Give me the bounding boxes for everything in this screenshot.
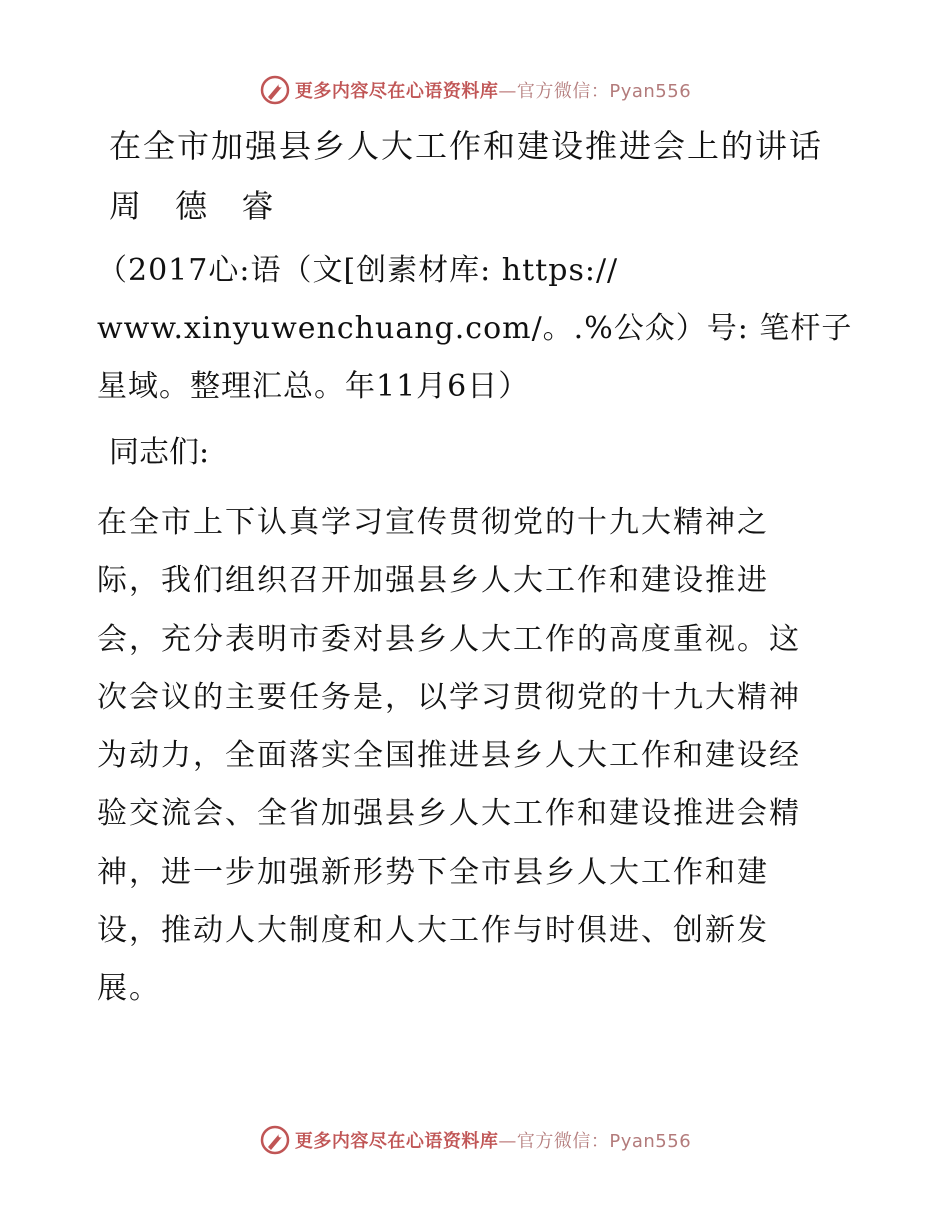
meta-line: （2017心:语（文[创素材库: https:// <box>97 253 619 288</box>
document-body <box>97 118 857 1019</box>
watermark-separator: — <box>498 1131 517 1152</box>
greeting: 同志们: <box>109 435 210 470</box>
watermark-main: 更多内容尽在心语资料库 <box>294 1131 499 1152</box>
paragraph-line: 神，进一步加强新形势下全市县乡人大工作和建 <box>97 854 769 890</box>
paragraph-line: 验交流会、全省加强县乡人大工作和建设推进会精 <box>97 796 801 832</box>
watermark-main: 更多内容尽在心语资料库 <box>294 81 499 102</box>
watermark-label: 官方微信： <box>516 81 610 102</box>
paragraph-line: 为动力，全面落实全国推进县乡人大工作和建设经 <box>97 738 801 774</box>
watermark-text <box>295 77 691 103</box>
header-watermark <box>0 72 950 108</box>
meta-line: www.xinyuwenchuang.com/。.%公众）号: 笔杆子 <box>97 311 853 346</box>
meta-line: 星域。整理汇总。年11月6日） <box>97 369 530 404</box>
paragraph-line: 展。 <box>97 971 161 1007</box>
paragraph-line: 设，推动人大制度和人大工作与时俱进、创新发 <box>97 913 769 949</box>
watermark-separator: — <box>498 81 517 102</box>
paragraph-line: 会，充分表明市委对县乡人大工作的高度重视。这 <box>97 621 801 657</box>
paragraph-line: 在全市上下认真学习宣传贯彻党的十九大精神之 <box>97 505 769 540</box>
footer-watermark <box>0 1122 950 1158</box>
document-title: 在全市加强县乡人大工作和建设推进会上的讲话 <box>109 127 824 165</box>
watermark-text <box>295 1127 691 1153</box>
paragraph-line: 际，我们组织召开加强县乡人大工作和建设推进 <box>97 563 769 599</box>
document-meta <box>97 242 857 416</box>
watermark-account: Pyan556 <box>609 1131 692 1152</box>
document-author: 周 德 睿 <box>109 187 286 225</box>
body-paragraph <box>97 494 857 1019</box>
pen-logo-icon <box>259 1124 291 1156</box>
watermark-account: Pyan556 <box>609 81 692 102</box>
watermark-label: 官方微信： <box>516 1131 610 1152</box>
pen-logo-icon <box>259 74 291 106</box>
paragraph-line: 次会议的主要任务是，以学习贯彻党的十九大精神 <box>97 679 801 715</box>
